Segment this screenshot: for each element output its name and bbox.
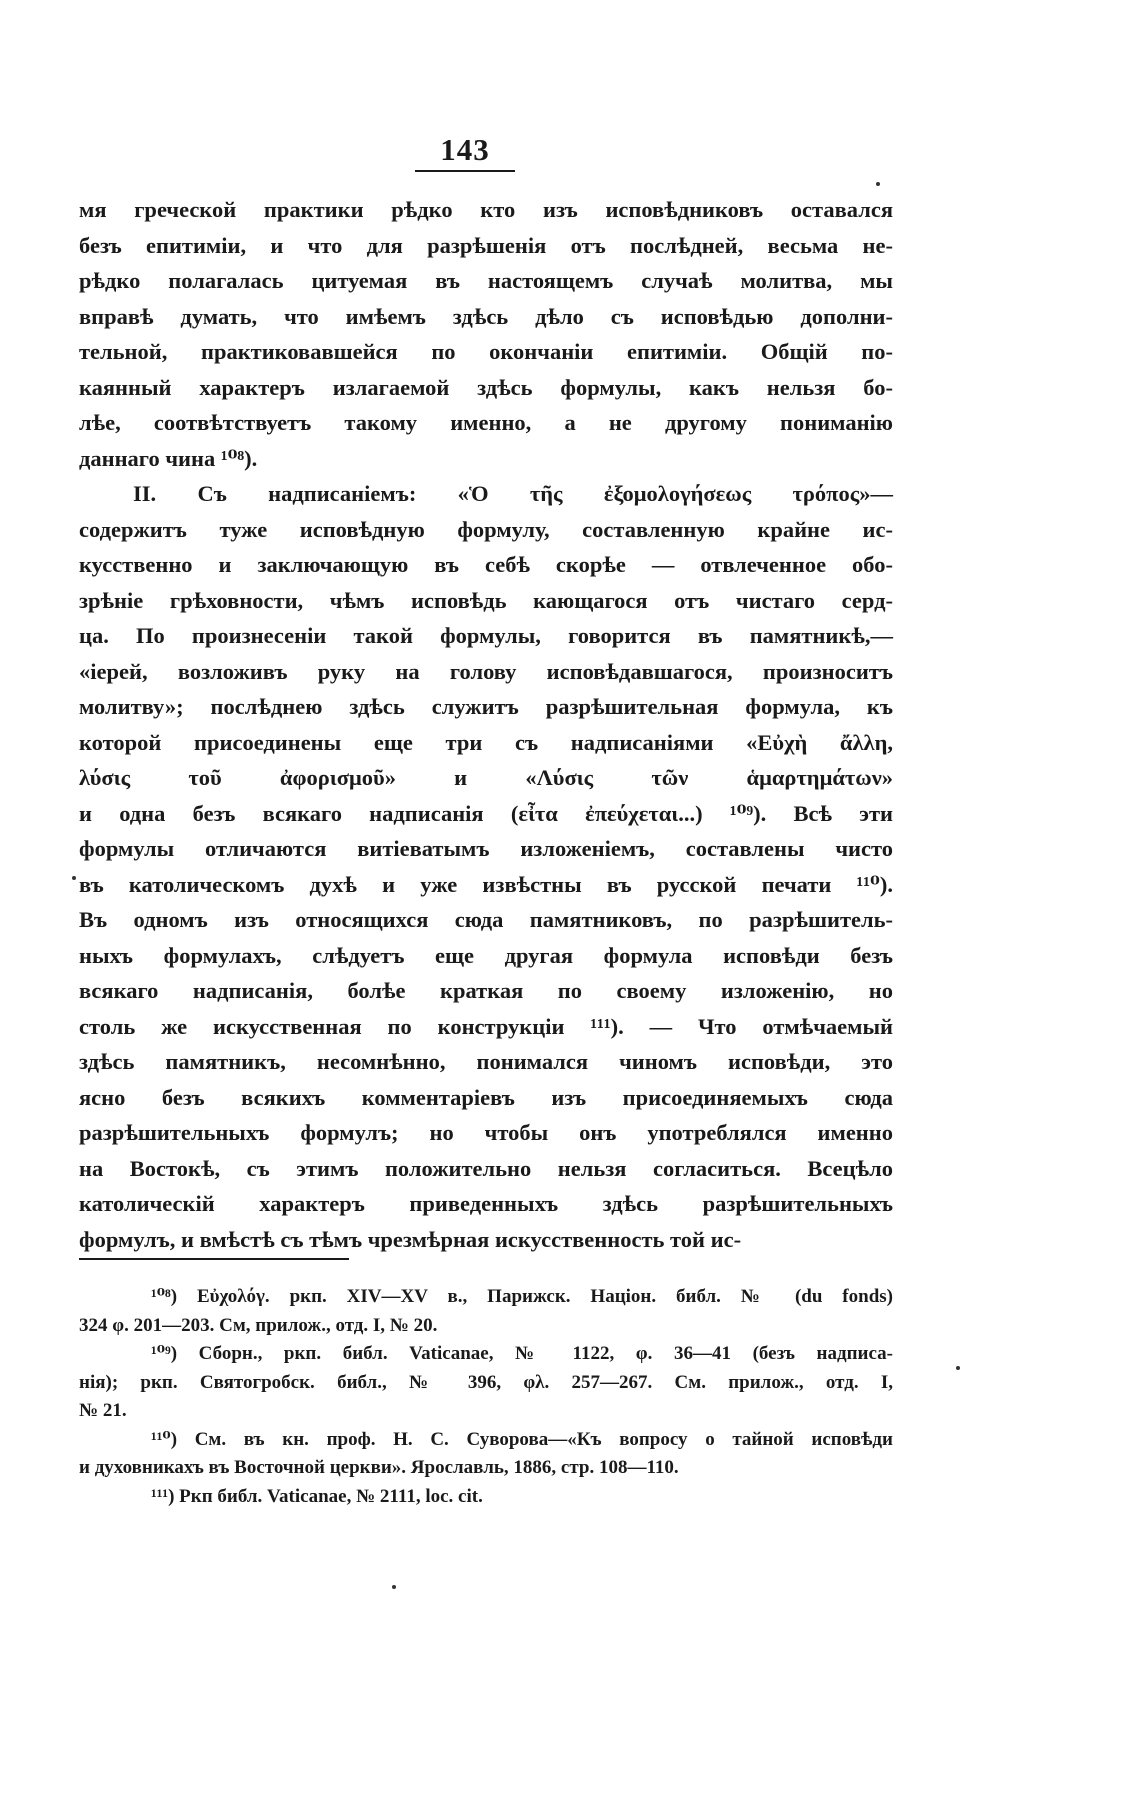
text-line: рѣдко полагалась цитуемая въ настоящемъ случаѣ молитва, мы	[79, 268, 893, 293]
text-line: всякаго надписанія, болѣе краткая по своему изложенію, но	[79, 978, 893, 1003]
text-line: кусственно и заключающую въ себѣ скорѣе — отвлеченное обо-	[79, 552, 893, 577]
footnote-line: № 21.	[79, 1400, 127, 1421]
text-line: вправѣ думать, что имѣемъ здѣсь дѣло съ исповѣдью дополни-	[79, 303, 893, 329]
page-number: 143	[440, 132, 490, 167]
text-line: содержитъ туже исповѣдную формулу, составленную крайне ис-	[79, 516, 893, 542]
print-speck	[876, 182, 880, 186]
text-line: здѣсь памятникъ, несомнѣнно, понимался чиномъ исповѣди, это	[79, 1049, 893, 1074]
text-line: формулъ, и вмѣстѣ съ тѣмъ чрезмѣрная искусственность той ис-	[79, 1226, 742, 1252]
text-line: тельной, практиковавшейся по окончаніи епитиміи. Общій по-	[79, 339, 893, 364]
text-line: которой присоединены еще три съ надписаніями «Εὐχὴ ἄλλη,	[79, 729, 893, 755]
footnotes	[79, 1283, 893, 1511]
text-line: столь же искусственная по конструкціи ¹¹¹). — Что отмѣчаемый	[79, 1013, 893, 1039]
text-line: молитву»; послѣднею здѣсь служитъ разрѣшительная формула, къ	[79, 694, 893, 719]
footnote-line: нія); ркп. Святогробск. библ., № 396, φλ. 257—267. См. прилож., отд. I,	[79, 1371, 893, 1393]
text-line: католическій характеръ приведенныхъ здѣсь разрѣшительныхъ	[79, 1191, 893, 1216]
text-line: и одна безъ всякаго надписанія (εἶτα ἐπεύχεται...) ¹⁰⁹). Всѣ эти	[79, 800, 893, 826]
text-line: мя греческой практики рѣдко кто изъ исповѣдниковъ оставался	[79, 197, 893, 222]
text-line: ца. По произнесеніи такой формулы, говорится въ памятникѣ,—	[79, 623, 893, 648]
footnote-line: ¹⁰⁹) Сборн., ркп. библ. Vaticanae, № 1122, φ. 36—41 (безъ надписа-	[151, 1343, 893, 1364]
text-line: зрѣніе грѣховности, чѣмъ исповѣдь кающагося отъ чистаго серд-	[79, 587, 893, 613]
footnote-line: ¹⁰⁸) Εὐχολόγ. ркп. XIV—XV в., Парижск. Націон. библ. № (du fonds)	[151, 1286, 893, 1307]
footnote-divider	[79, 1258, 349, 1260]
text-line: ныхъ формулахъ, слѣдуетъ еще другая формула исповѣди безъ	[79, 942, 893, 968]
page-number-rule	[415, 170, 515, 172]
footnote-line: 324 φ. 201—203. См, прилож., отд. I, № 20.	[79, 1314, 438, 1336]
main-text	[79, 192, 893, 1257]
text-line: каянный характеръ излагаемой здѣсь формулы, какъ нельзя бо-	[79, 374, 893, 400]
text-line: Въ одномъ изъ относящихся сюда памятниковъ, по разрѣшитель-	[79, 907, 893, 932]
text-line: II. Съ надписаніемъ: «Ὁ τῆς ἐξομολογήσεως τρόπος»—	[133, 481, 893, 506]
print-speck	[392, 1585, 396, 1589]
text-line: «іерей, возложивъ руку на голову исповѣдавшагося, произноситъ	[79, 658, 893, 684]
footnote-line: ¹¹¹) Ркп библ. Vaticanae, № 2111, loc. cit.	[151, 1485, 483, 1507]
print-speck	[72, 876, 76, 880]
text-line: разрѣшительныхъ формулъ; но чтобы онъ употреблялся именно	[79, 1120, 893, 1145]
footnote-line: ¹¹⁰) См. въ кн. проф. Н. С. Суворова—«Къ вопросу о тайной исповѣди	[151, 1428, 893, 1450]
text-line: безъ епитиміи, и что для разрѣшенія отъ послѣдней, весьма не-	[79, 232, 893, 258]
print-speck	[956, 1366, 960, 1370]
text-line: ясно безъ всякихъ комментаріевъ изъ присоединяемыхъ сюда	[79, 1084, 893, 1110]
text-line: лѣе, соотвѣтствуетъ такому именно, а не другому пониманію	[79, 410, 893, 435]
footnote-line: и духовникахъ въ Восточной церкви». Ярославль, 1886, стр. 108—110.	[79, 1457, 679, 1478]
text-line: въ католическомъ духѣ и уже извѣстны въ русской печати ¹¹⁰).	[79, 871, 893, 897]
text-line: на Востокѣ, съ этимъ положительно нельзя согласиться. Всецѣло	[79, 1155, 893, 1181]
text-line: формулы отличаются витіеватымъ изложеніемъ, составлены чисто	[79, 836, 893, 861]
text-line: λύσις τοῦ ἀφορισμοῦ» и «Λύσις τῶν ἁμαρτημάτων»	[79, 765, 893, 790]
text-line: даннаго чина ¹⁰⁸).	[79, 445, 258, 471]
